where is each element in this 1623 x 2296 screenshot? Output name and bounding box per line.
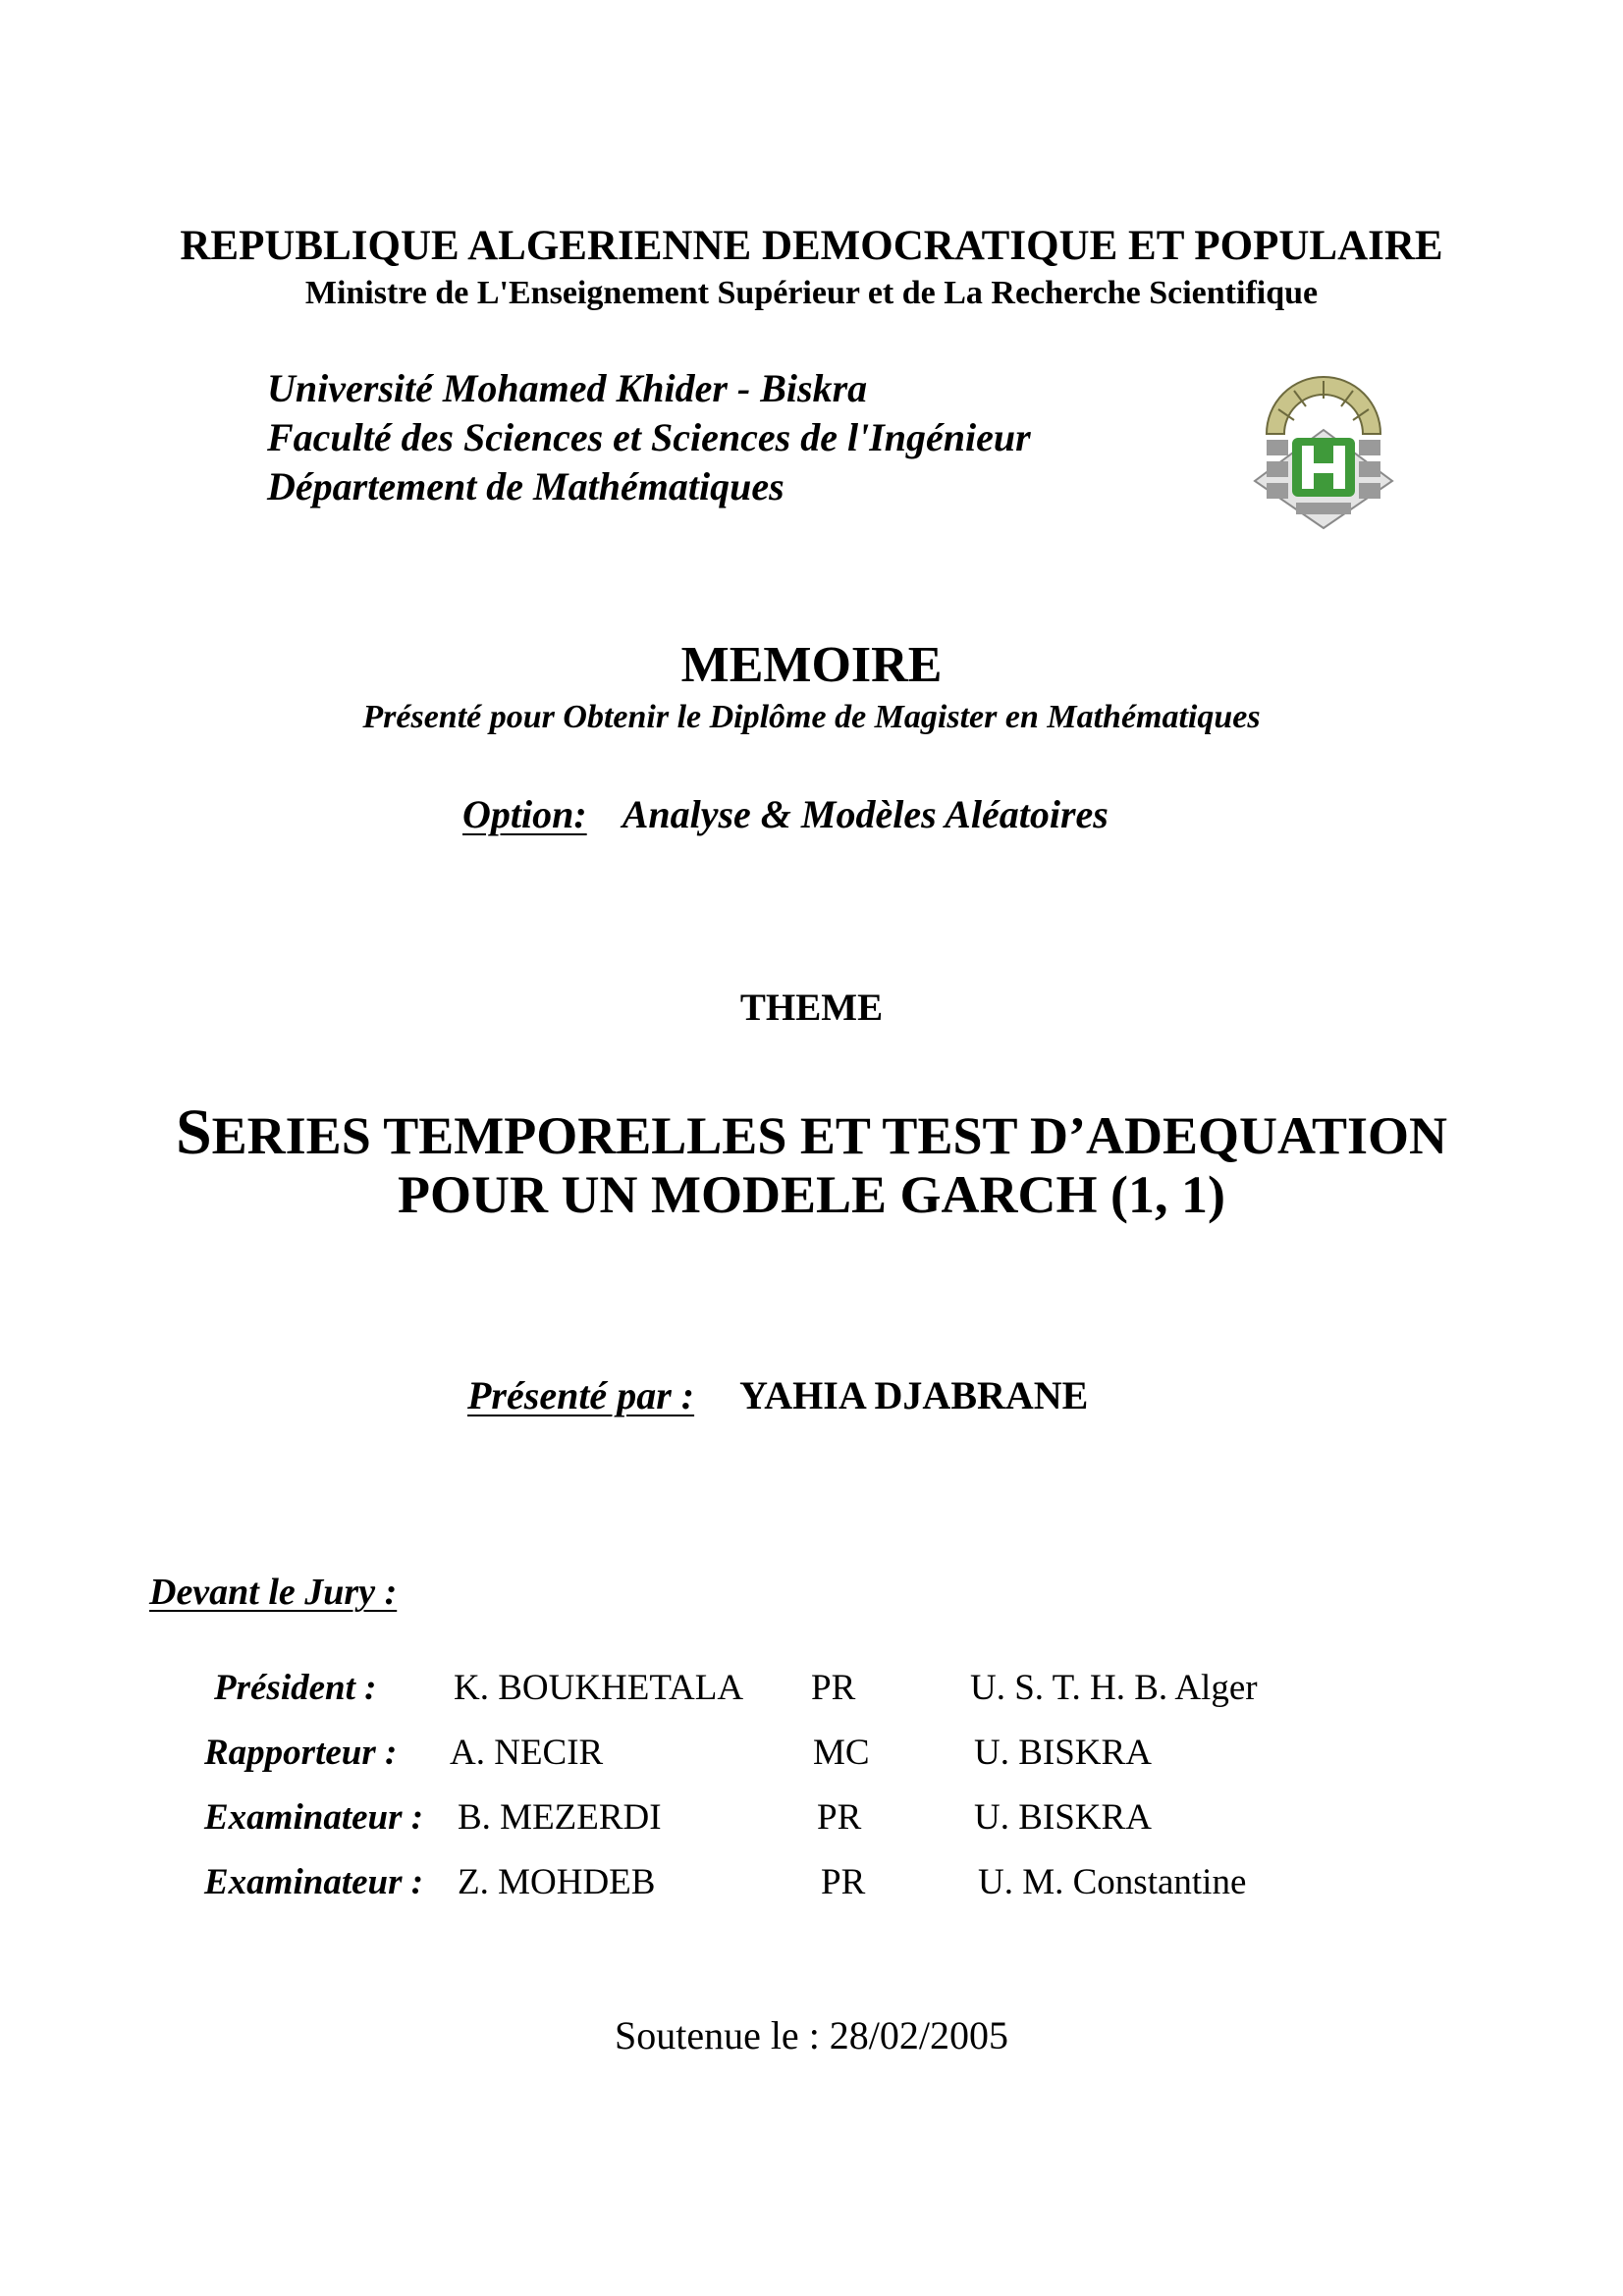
jury-role: Examinateur : <box>204 1862 424 1902</box>
jury-grade: PR <box>817 1797 862 1838</box>
jury-role: Examinateur : <box>204 1797 424 1838</box>
jury-member-name: K. BOUKHETALA <box>454 1668 744 1708</box>
option-label: Option: <box>462 792 587 836</box>
jury-row <box>0 1667 1623 1722</box>
jury-label: Devant le Jury : <box>149 1572 398 1613</box>
memoire-heading: MEMOIRE <box>680 637 943 693</box>
author-label: Présenté par : <box>467 1373 695 1417</box>
option-row <box>462 791 1109 837</box>
jury-grade: PR <box>811 1668 856 1708</box>
jury-grade: MC <box>813 1733 870 1773</box>
jury-row <box>0 1732 1623 1787</box>
jury-institution: U. M. Constantine <box>978 1862 1247 1902</box>
department-name: Département de Mathématiques <box>267 464 784 508</box>
thesis-title-line-1-rest: ERIES TEMPORELLES ET TEST D’ADEQUATION <box>211 1106 1448 1165</box>
jury-member-name: B. MEZERDI <box>458 1797 662 1838</box>
republic-heading: REPUBLIQUE ALGERIENNE DEMOCRATIQUE ET POPULAIRE <box>180 223 1443 269</box>
jury-role: Rapporteur : <box>204 1733 398 1773</box>
jury-institution: U. BISKRA <box>974 1733 1152 1773</box>
defense-date: Soutenue le : 28/02/2005 <box>614 2013 1009 2057</box>
jury-member-name: Z. MOHDEB <box>458 1862 656 1902</box>
author-name: YAHIA DJABRANE <box>739 1373 1089 1417</box>
thesis-title-initial: S <box>175 1096 212 1168</box>
author-row <box>467 1372 1088 1418</box>
purpose-line: Présenté pour Obtenir le Diplôme de Magister en Mathématiques <box>362 699 1261 735</box>
jury-institution: U. BISKRA <box>974 1797 1152 1838</box>
jury-member-name: A. NECIR <box>450 1733 604 1773</box>
university-name: Université Mohamed Khider - Biskra <box>267 366 868 410</box>
ministry-line: Ministre de L'Enseignement Supérieur et de La Recherche Scientifique <box>304 275 1319 311</box>
jury-role: Président : <box>214 1668 377 1708</box>
jury-grade: PR <box>821 1862 866 1902</box>
thesis-title-line-2: POUR UN MODELE GARCH (1, 1) <box>398 1165 1225 1224</box>
university-seal-icon <box>1245 365 1402 532</box>
jury-row <box>0 1796 1623 1851</box>
thesis-title-line-1 <box>0 1095 1623 1170</box>
faculty-name: Faculté des Sciences et Sciences de l'Ingénieur <box>267 415 1031 459</box>
theme-label: THEME <box>739 987 884 1029</box>
option-value: Analyse & Modèles Aléatoires <box>622 792 1109 836</box>
jury-institution: U. S. T. H. B. Alger <box>970 1668 1258 1708</box>
jury-row <box>0 1861 1623 1916</box>
